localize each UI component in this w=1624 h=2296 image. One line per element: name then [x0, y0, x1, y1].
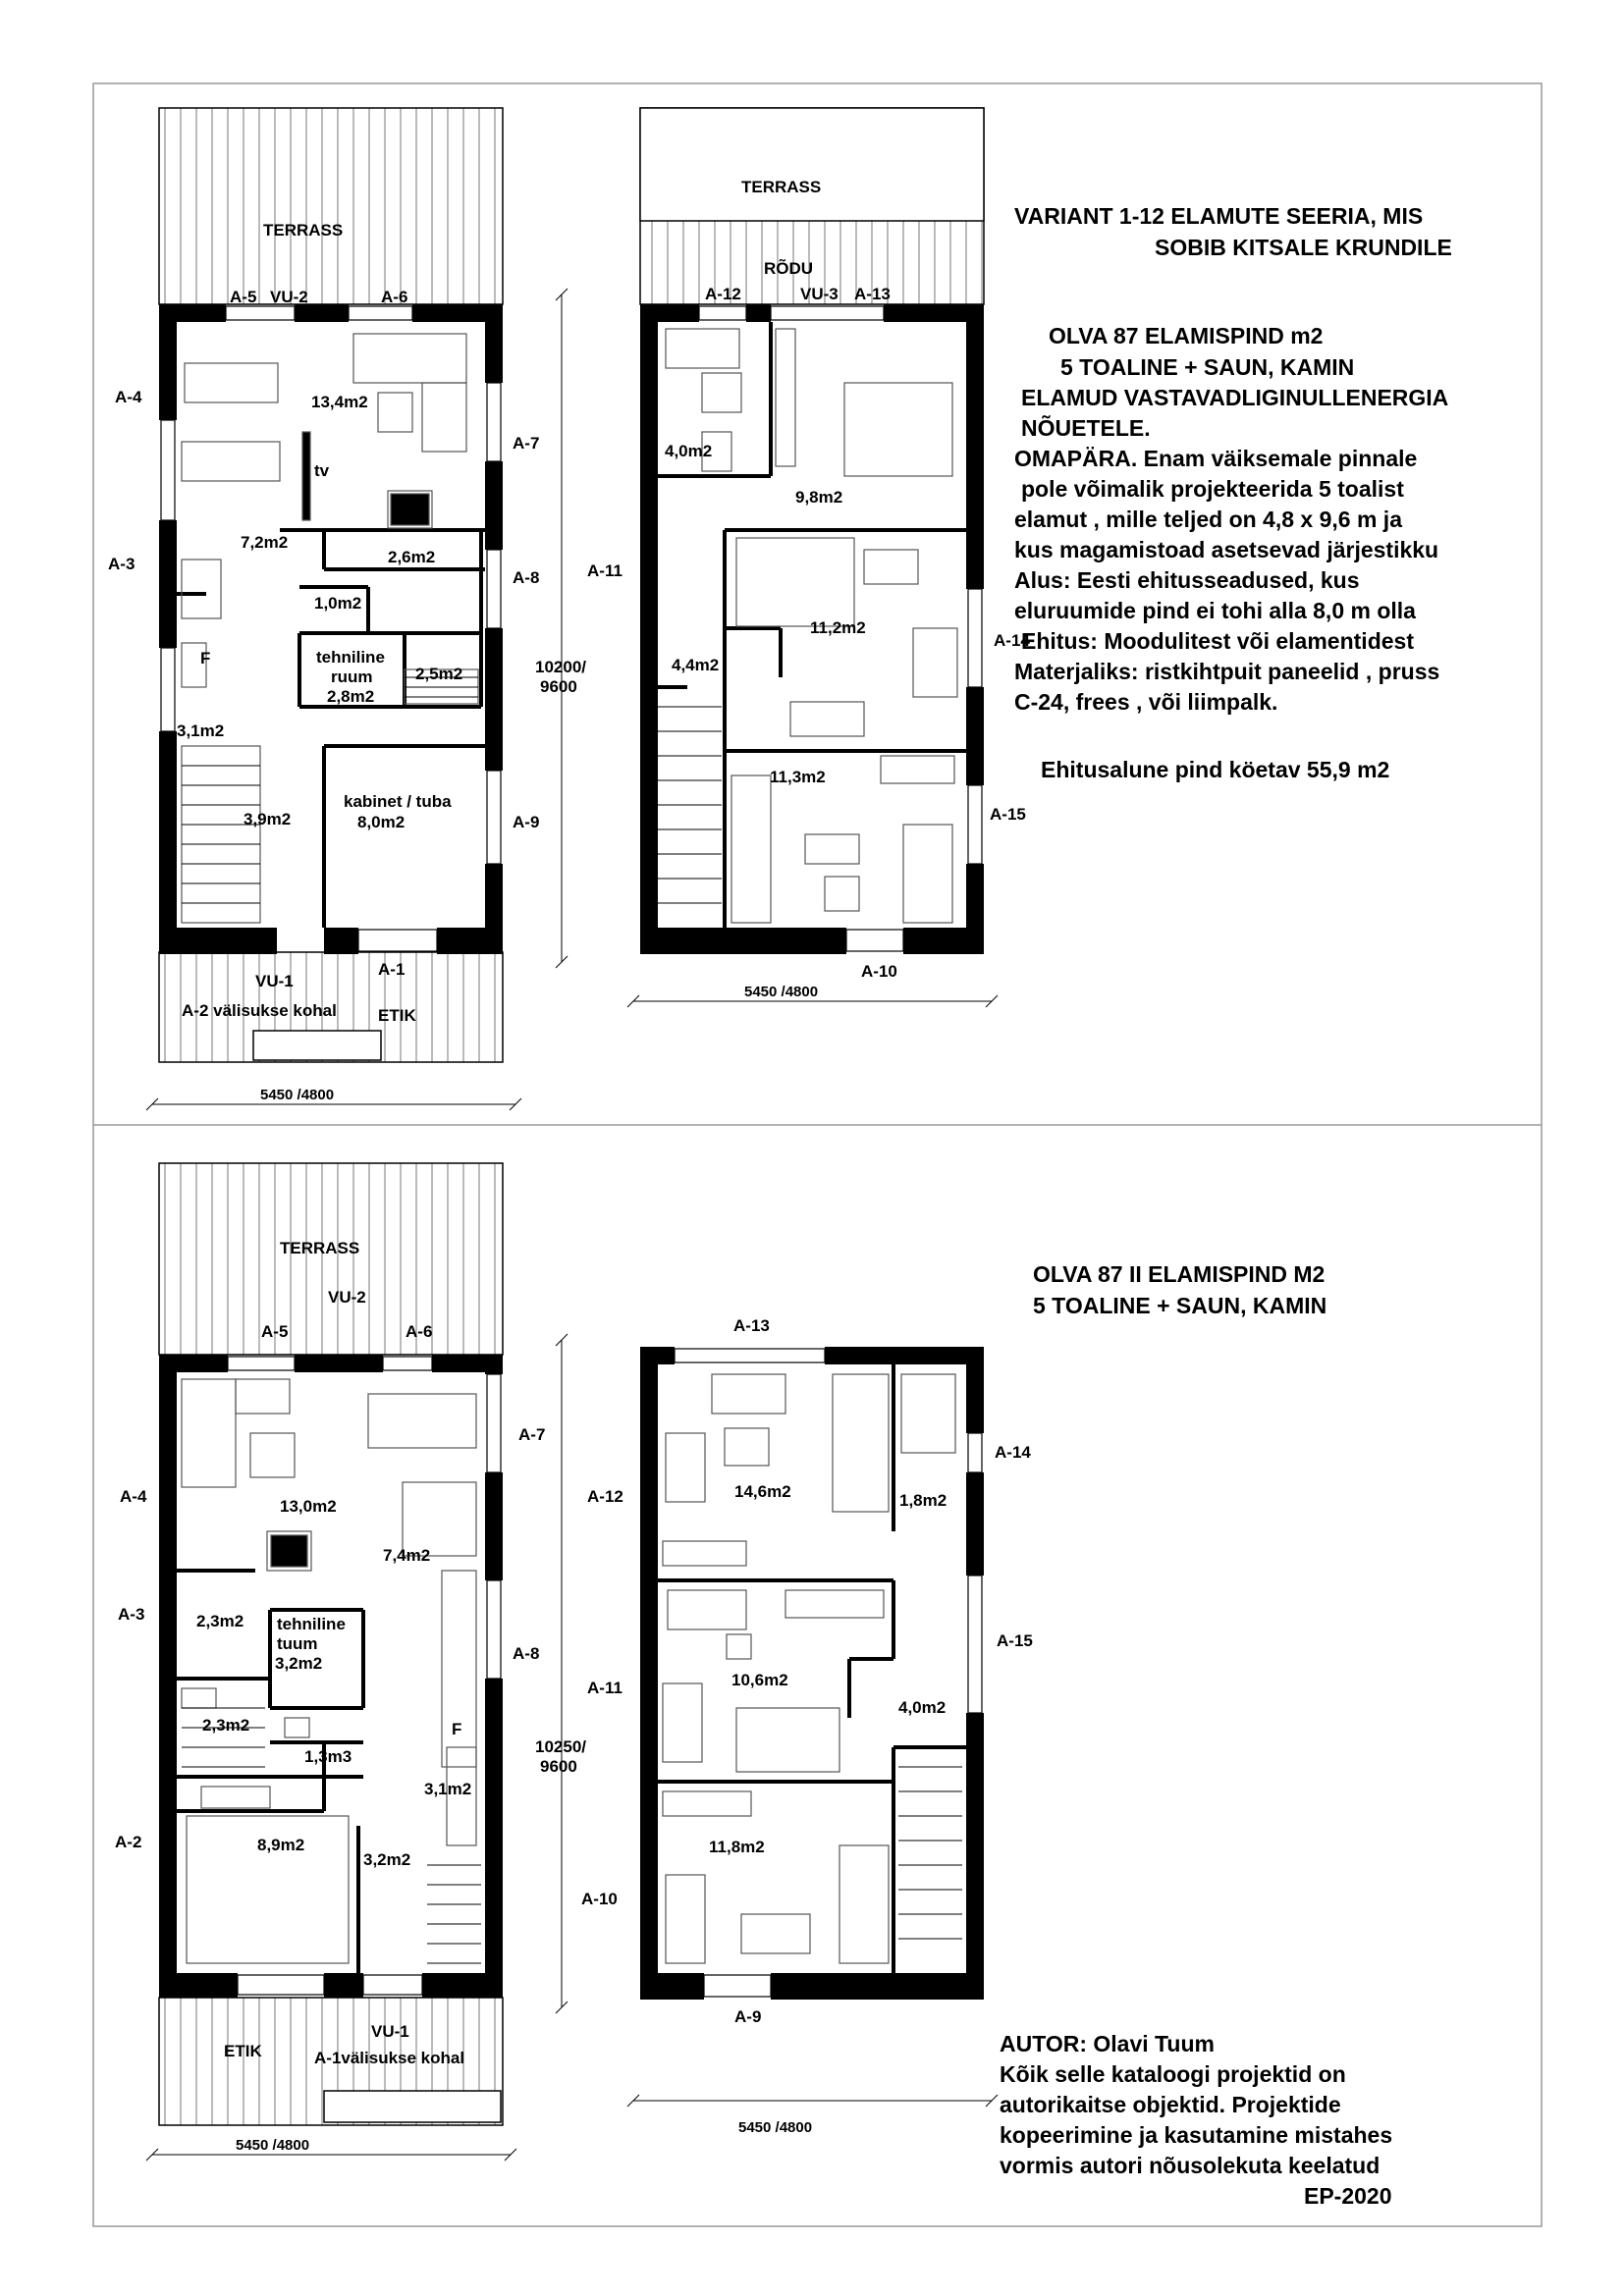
house-interior: [167, 1364, 495, 1983]
tag-a14: A-14: [995, 1443, 1031, 1462]
dim-height: 10250/: [535, 1737, 586, 1756]
plan-bottom-ground: [115, 1163, 586, 2161]
tag-a3: A-3: [108, 555, 135, 573]
room-area: 11,8m2: [709, 1838, 765, 1856]
tag-a15: A-15: [990, 805, 1026, 824]
info-line: Alus: Eesti ehitusseadused, kus: [1014, 567, 1360, 593]
plan-bottom-upper: [581, 1316, 1033, 2136]
tag-a5: A-5: [261, 1322, 289, 1341]
author-line: autorikaitse objektid. Projektide: [1000, 2092, 1341, 2117]
info-line: OLVA 87 ELAMISPIND m2: [1049, 323, 1324, 348]
author-line: AUTOR: Olavi Tuum: [1000, 2031, 1215, 2056]
fridge-label: F: [200, 649, 211, 667]
entry-note: A-1välisukse kohal: [314, 2049, 465, 2067]
tag-a14: A-14: [994, 631, 1030, 650]
author-block: [1000, 2031, 1392, 2209]
tag-a6: A-6: [406, 1322, 433, 1341]
tag-a10: A-10: [861, 962, 897, 981]
plan-top-upper: [587, 108, 1030, 1007]
room-area: 3,1m2: [177, 721, 225, 740]
info-title-line-2: SOBIB KITSALE KRUNDILE: [1155, 235, 1452, 260]
tag-a11: A-11: [587, 1679, 623, 1697]
info-line: kus magamistoad asetsevad järjestikku: [1014, 537, 1439, 562]
tag-vu1: VU-1: [371, 2022, 409, 2041]
room-area: 9,8m2: [795, 488, 843, 507]
entry-step: [324, 2091, 501, 2122]
room-area: 8,0m2: [357, 813, 406, 831]
tv-label: tv: [314, 461, 330, 480]
info-line: C-24, frees , või liimpalk.: [1014, 689, 1278, 715]
entry-note: A-2 välisukse kohal: [182, 1001, 337, 1020]
room-area: 4,0m2: [898, 1698, 947, 1717]
dim-width: 5450 /4800: [744, 984, 819, 1000]
room-area: 14,6m2: [734, 1482, 791, 1501]
room-area: 3,9m2: [244, 810, 292, 828]
info-line: eluruumide pind ei tohi alla 8,0 m olla: [1014, 598, 1416, 623]
info-line: elamut , mille teljed on 4,8 x 9,6 m ja: [1014, 507, 1402, 532]
room-area: 13,0m2: [280, 1497, 337, 1516]
room-area: 7,4m2: [383, 1546, 431, 1565]
author-line: vormis autori nõusolekuta keelatud: [1000, 2153, 1380, 2178]
info-line: OMAPÄRA. Enam väiksemale pinnale: [1014, 446, 1418, 471]
dim-width: 5450 /4800: [738, 2119, 813, 2136]
info-title-line-1: VARIANT 1-12 ELAMUTE SEERIA, MIS: [1014, 203, 1424, 229]
tag-a5: A-5: [230, 288, 257, 306]
terrace-decking: [159, 108, 503, 304]
room-area: 3,2m2: [363, 1850, 411, 1869]
tag-vu1: VU-1: [255, 972, 294, 990]
entry-step: [253, 1031, 381, 1060]
footprint-area: Ehitusalune pind köetav 55,9 m2: [1041, 757, 1390, 782]
tag-vu2: VU-2: [328, 1288, 366, 1307]
tag-a7: A-7: [518, 1425, 546, 1444]
info-line: ELAMUD VASTAVADLIGINULLENERGIA: [1021, 385, 1449, 410]
tag-a10: A-10: [581, 1890, 618, 1908]
dim-height-2: 9600: [540, 1757, 577, 1776]
dim-height-2: 9600: [540, 677, 577, 696]
dimension-lines: [627, 2095, 998, 2107]
tag-a8: A-8: [513, 1644, 540, 1663]
dim-height: 10200/: [535, 658, 586, 676]
room-area: 10,6m2: [731, 1671, 788, 1689]
room-area: 2,5m2: [415, 665, 463, 683]
dim-width: 5450 /4800: [260, 1087, 335, 1103]
tag-a4: A-4: [115, 388, 142, 406]
info-line: Ehitus: Moodulitest või elamentidest: [1021, 628, 1414, 654]
info-title-line-2: 5 TOALINE + SAUN, KAMIN: [1033, 1293, 1327, 1318]
tech-room-label-1: tehniline: [277, 1615, 346, 1633]
room-area: 11,3m2: [770, 768, 826, 786]
fridge-label: F: [452, 1720, 462, 1738]
room-area: 1,0m2: [314, 594, 362, 613]
tag-vu2: VU-2: [270, 288, 308, 306]
author-line: Kõik selle kataloogi projektid on: [1000, 2061, 1346, 2087]
room-area: 7,2m2: [241, 533, 289, 552]
tag-a8: A-8: [513, 568, 540, 587]
tag-a12: A-12: [587, 1487, 623, 1506]
tag-a6: A-6: [381, 288, 408, 306]
room-area: 2,3m2: [202, 1716, 250, 1735]
balcony-label: RÕDU: [764, 259, 814, 278]
room-area: 8,9m2: [257, 1836, 305, 1854]
plan-top-ground: [108, 108, 586, 1110]
tag-a11: A-11: [587, 561, 623, 580]
tech-room-label-2: tuum: [277, 1634, 318, 1653]
info-block-top: [1014, 203, 1452, 782]
tag-a4: A-4: [120, 1487, 147, 1506]
room-area: 13,4m2: [311, 393, 368, 411]
house-interior: [640, 1355, 984, 1998]
terrace-roof-area: [640, 108, 984, 221]
room-area: 4,0m2: [665, 442, 713, 460]
info-line: NÕUETELE.: [1021, 415, 1151, 441]
room-area: 2,6m2: [388, 548, 436, 566]
tag-a15: A-15: [997, 1631, 1033, 1650]
tag-a3: A-3: [118, 1605, 145, 1624]
terrace-label: TERRASS: [741, 178, 822, 196]
room-area: 4,4m2: [672, 656, 720, 674]
info-line: Materjaliks: ristkihtpuit paneelid , pruss: [1014, 659, 1440, 684]
room-area: 2,3m2: [196, 1612, 244, 1630]
porch-label: ETIK: [224, 2042, 262, 2060]
tag-a2: A-2: [115, 1833, 142, 1851]
author-line: kopeerimine ja kasutamine mistahes: [1000, 2122, 1393, 2148]
terrace-label: TERRASS: [263, 221, 344, 240]
terrace-decking: [159, 1163, 503, 1355]
tag-a13: A-13: [733, 1316, 770, 1335]
drawing-code: EP-2020: [1304, 2183, 1392, 2209]
info-line: 5 TOALINE + SAUN, KAMIN: [1060, 354, 1355, 380]
terrace-label: TERRASS: [280, 1239, 360, 1257]
tag-a9: A-9: [513, 813, 540, 831]
room-area: 11,2m2: [810, 618, 866, 637]
tag-vu3: VU-3: [800, 285, 839, 303]
tag-a13: A-13: [854, 285, 891, 303]
info-line: pole võimalik projekteerida 5 toalist: [1021, 476, 1404, 502]
office-label: kabinet / tuba: [344, 792, 452, 811]
tech-room-label-2: ruum: [331, 667, 373, 686]
tech-room-label-1: tehniline: [316, 648, 385, 667]
room-area: 3,1m2: [424, 1780, 472, 1798]
tag-a1: A-1: [378, 960, 406, 979]
room-area: 2,8m2: [327, 687, 375, 706]
info-block-bottom: [1033, 1261, 1326, 1318]
room-area: 3,2m2: [275, 1654, 323, 1673]
tag-a9: A-9: [734, 2007, 762, 2026]
room-area: 1,8m2: [899, 1491, 947, 1510]
room-area: 1,3m3: [304, 1747, 352, 1766]
tag-a7: A-7: [513, 434, 540, 453]
dim-width: 5450 /4800: [236, 2137, 310, 2154]
info-title-line-1: OLVA 87 II ELAMISPIND M2: [1033, 1261, 1326, 1287]
tag-a12: A-12: [705, 285, 741, 303]
porch-label: ETIK: [378, 1006, 416, 1025]
